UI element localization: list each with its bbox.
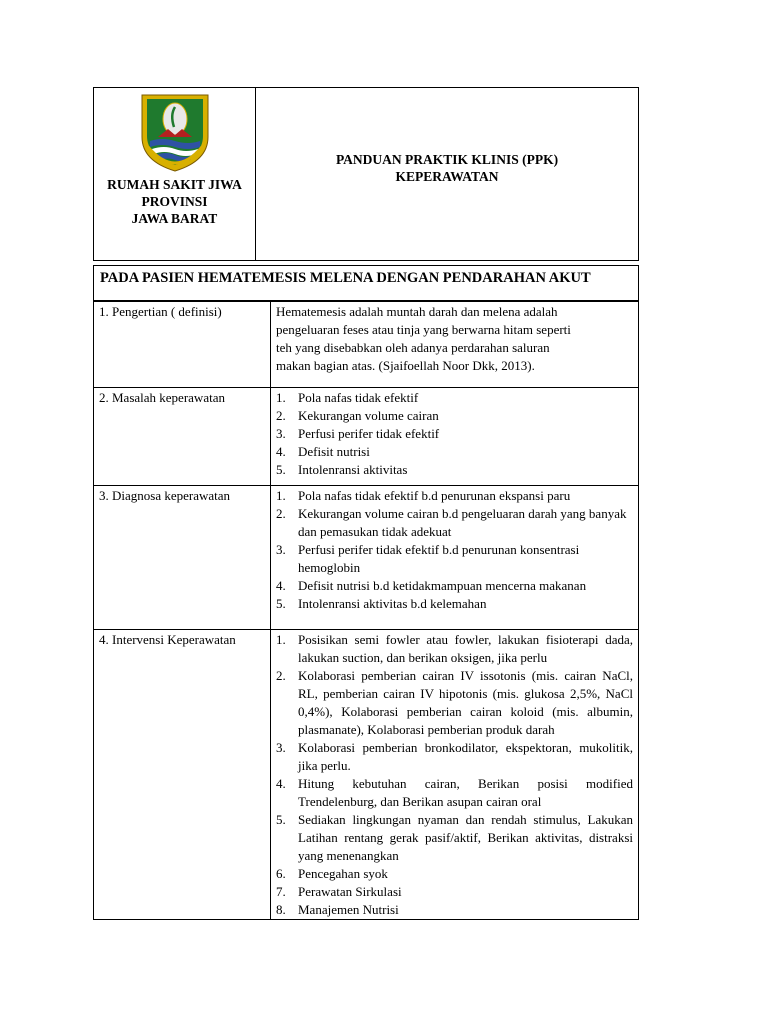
list-item: 6. Pencegahan syok [276, 866, 388, 881]
definition-cell [271, 302, 639, 388]
table-row [94, 486, 639, 630]
list-item: 5. Intolenransi aktivitas b.d kelemahan [276, 596, 487, 611]
list-item: 1. Pola nafas tidak efektif [276, 390, 419, 405]
list-item: 3. Kolaborasi pemberian bronkodilator, ekspektoran, mukolitik, jika perlu. [276, 740, 633, 773]
table-row [94, 302, 639, 388]
list-item: 8. Manajemen Nutrisi [276, 902, 399, 917]
west-java-emblem-icon [134, 89, 216, 173]
definition-line: pengeluaran feses atau tinja yang berwarna hitam seperti [276, 322, 571, 337]
hospital-line: JAWA BARAT [131, 211, 218, 226]
document-title-line: KEPERAWATAN [395, 169, 499, 184]
list-item: 5. Intolenransi aktivitas [276, 462, 408, 477]
list-item: 2. Kolaborasi pemberian cairan IV issotonis (mis. cairan NaCl, RL, pemberian cairan IV hipotonis (mis. glukosa 2,5%, NaCl 0,4%), Kolaborasi pemberian cairan koloid (mis. albumin, plasmanate), Kolaborasi pemberian produk darah [276, 668, 633, 737]
ppk-document [93, 87, 639, 920]
diagnosis-cell [271, 486, 639, 630]
table-row [94, 388, 639, 486]
list-item: 1. Pola nafas tidak efektif b.d penurunan ekspansi paru [276, 488, 571, 503]
definition-line: Hematemesis adalah muntah darah dan melena adalah [276, 304, 558, 319]
table-row [94, 630, 639, 920]
hospital-line: RUMAH SAKIT JIWA [107, 177, 242, 192]
case-title: PADA PASIEN HEMATEMESIS MELENA DENGAN PENDARAHAN AKUT [93, 265, 639, 301]
ppk-table [93, 301, 639, 920]
row-label: 3. Diagnosa keperawatan [94, 486, 271, 630]
row-label: 4. Intervensi Keperawatan [94, 630, 271, 920]
list-item: 4. Defisit nutrisi [276, 444, 370, 459]
document-header [93, 87, 639, 261]
list-item: 7. Perawatan Sirkulasi [276, 884, 402, 899]
hospital-name [94, 176, 255, 227]
list-item: 4. Hitung kebutuhan cairan, Berikan posisi modified Trendelenburg, dan Berikan asupan cairan oral [276, 776, 633, 809]
list-item: 4. Defisit nutrisi b.d ketidakmampuan mencerna makanan [276, 578, 587, 593]
definition-line: teh yang disebabkan oleh adanya perdarahan saluran [276, 340, 550, 355]
row-label: 2. Masalah keperawatan [94, 388, 271, 486]
intervention-cell [271, 630, 639, 920]
list-item: 1. Posisikan semi fowler atau fowler, lakukan fisioterapi dada, lakukan suction, dan berikan oksigen, jika perlu [276, 632, 633, 665]
hospital-block [94, 88, 256, 260]
list-item: 5. Sediakan lingkungan nyaman dan rendah stimulus, Lakukan Latihan rentang gerak pasif/aktif, Berikan aktivitas, distraksi yang menenangkan [276, 812, 633, 863]
document-title-line: PANDUAN PRAKTIK KLINIS (PPK) [335, 152, 559, 167]
definition-line: makan bagian atas. (Sjaifoellah Noor Dkk, 2013). [276, 358, 535, 373]
list-item: 2. Kekurangan volume cairan [276, 408, 439, 423]
list-item: 2. Kekurangan volume cairan b.d pengeluaran darah yang banyak dan pemasukan tidak adekuat [276, 506, 627, 539]
list-item: 3. Perfusi perifer tidak efektif [276, 426, 440, 441]
row-label: 1. Pengertian ( definisi) [94, 302, 271, 388]
document-title-block [256, 88, 638, 260]
list-item: 3. Perfusi perifer tidak efektif b.d penurunan konsentrasi hemoglobin [276, 542, 580, 575]
hospital-line: PROVINSI [141, 194, 208, 209]
problems-cell [271, 388, 639, 486]
